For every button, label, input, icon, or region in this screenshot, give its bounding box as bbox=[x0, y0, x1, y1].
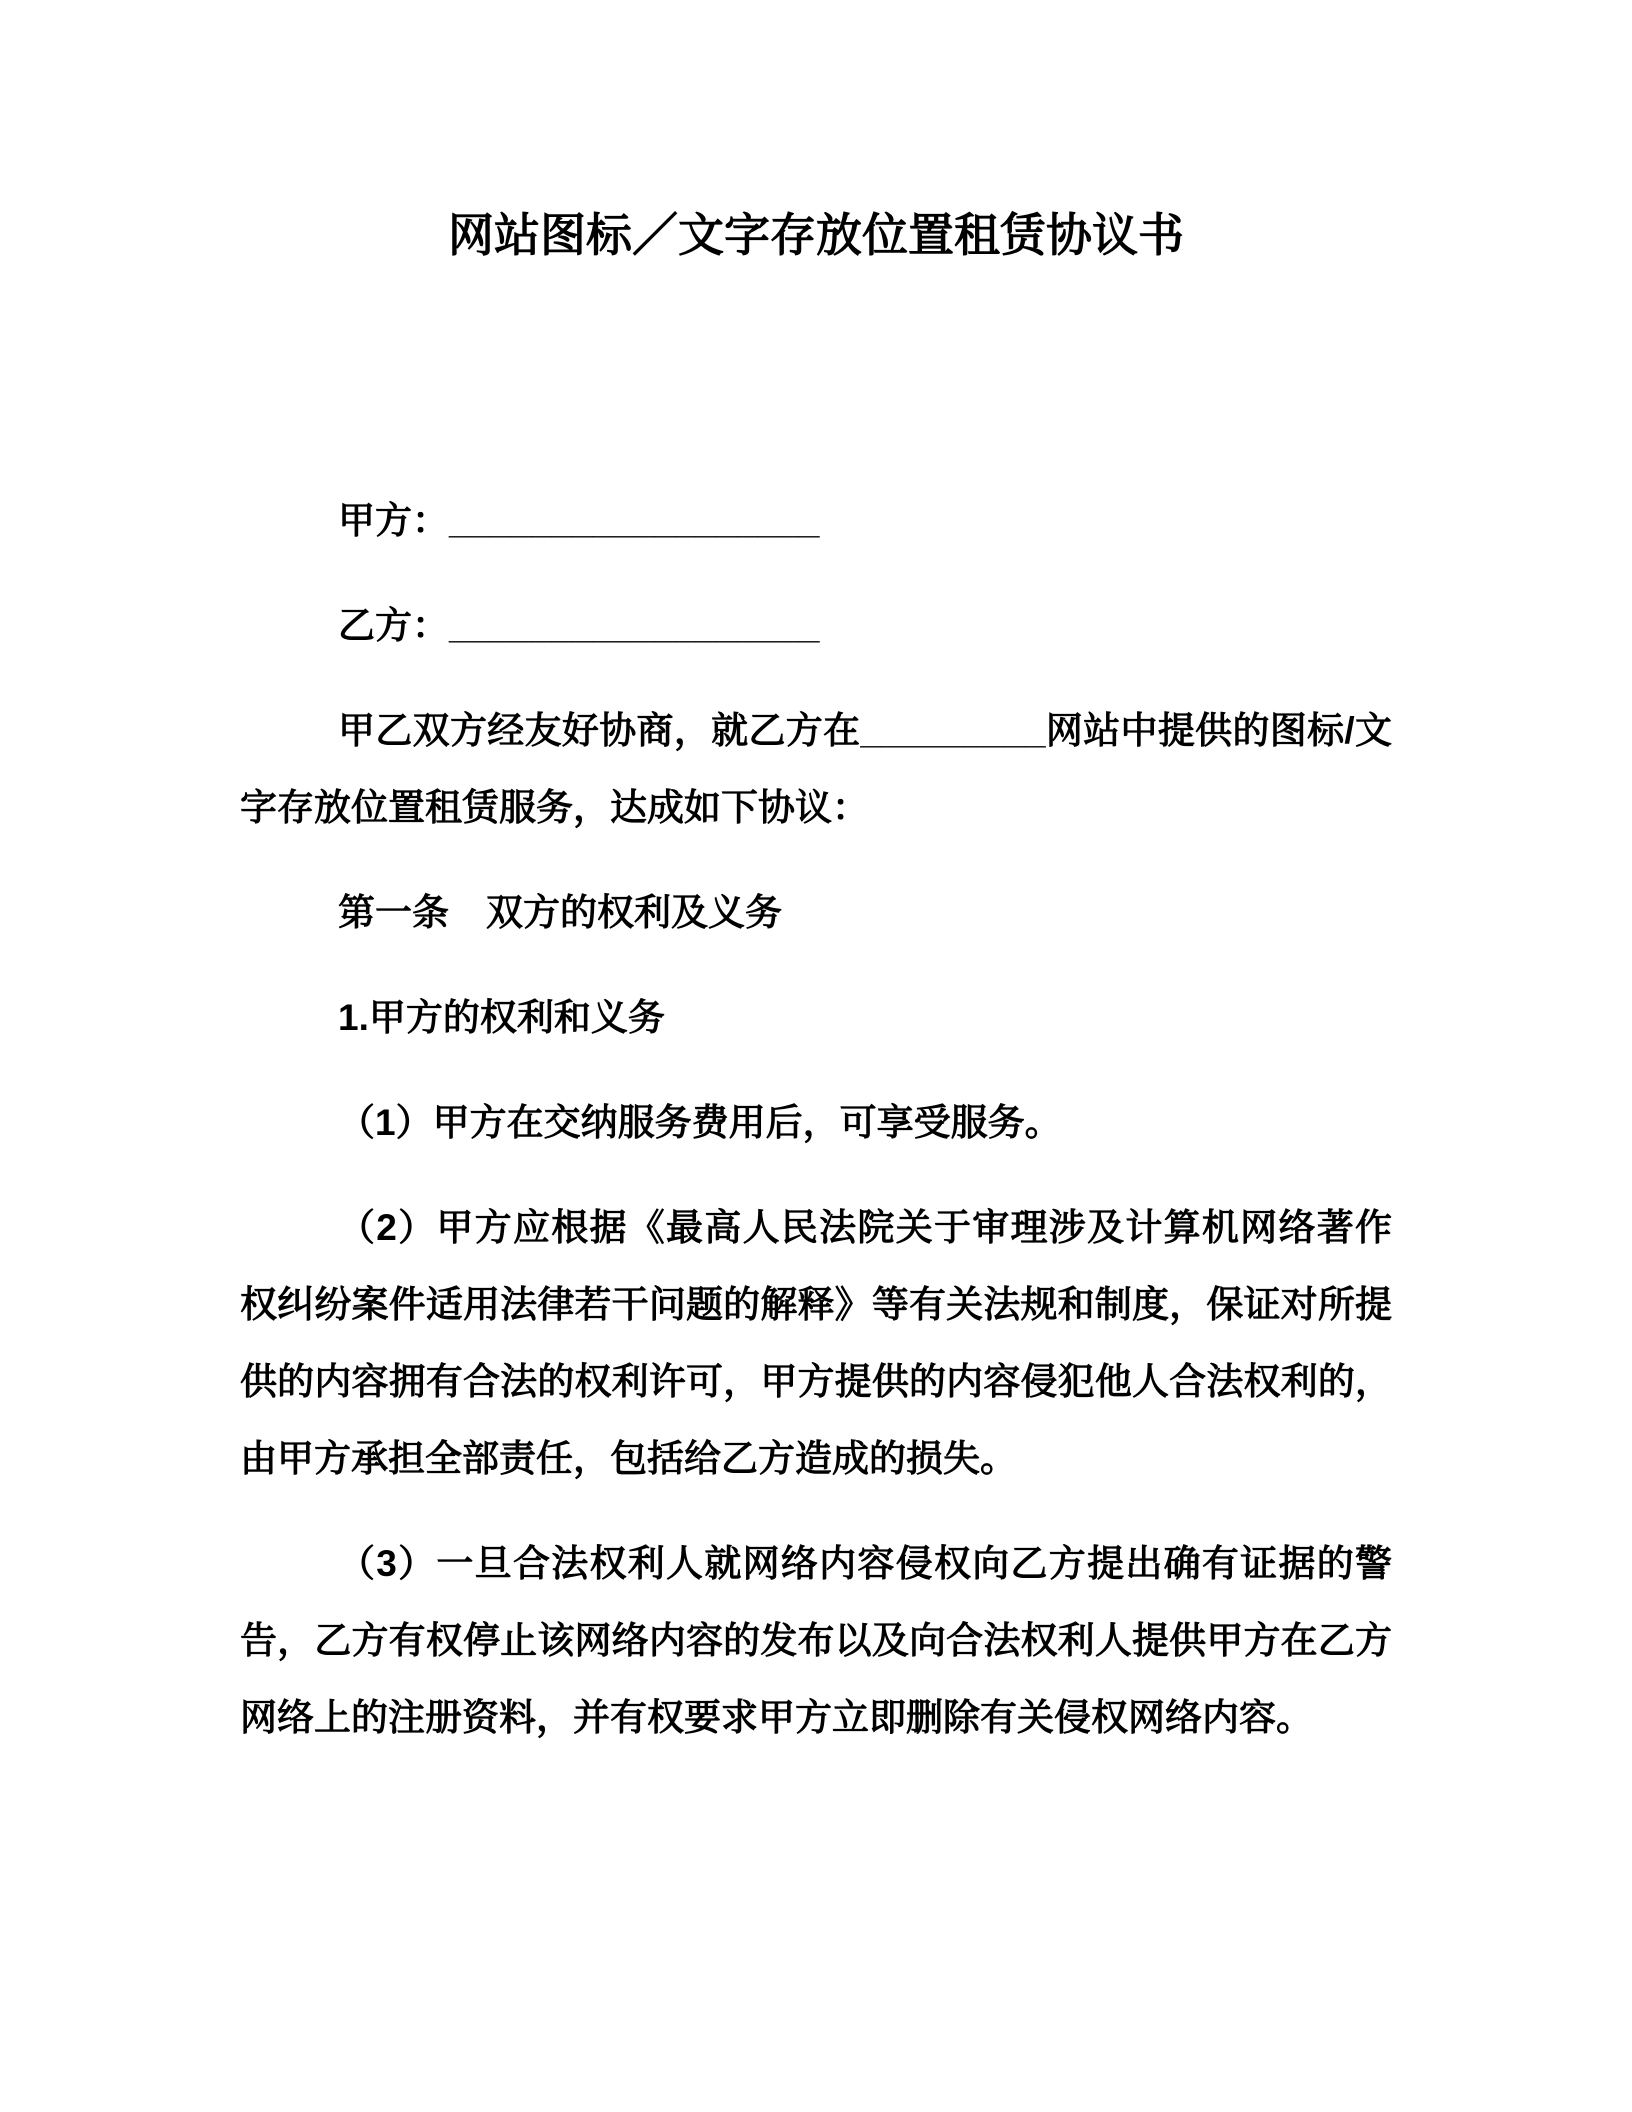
party-b-line bbox=[240, 587, 1392, 664]
intro-text-before-blank: 甲乙双方经友好协商，就乙方在 bbox=[338, 710, 861, 751]
party-b-label: 乙方： bbox=[338, 605, 449, 646]
intro-paragraph bbox=[240, 692, 1392, 846]
party-a-line bbox=[240, 482, 1392, 559]
intro-text-after-blank: 网站中提供的图标/文字存放位置租赁服务，达成如下协议： bbox=[240, 710, 1393, 828]
clause-3-paragraph: （3）一旦合法权利人就网络内容侵权向乙方提出确有证据的警告，乙方有权停止该网络内容的发布以及向合法权利人提供甲方在乙方网络上的注册资料，并有权要求甲方立即删除有关侵权网络内容。 bbox=[240, 1543, 1392, 1738]
intro-blank-underline: _________ bbox=[860, 710, 1046, 751]
party-a-label: 甲方： bbox=[338, 500, 449, 541]
party-a-blank-underline: __________________ bbox=[449, 500, 820, 541]
section-1-subheading: 1.甲方的权利和义务 bbox=[338, 997, 665, 1038]
party-b-blank-underline: __________________ bbox=[449, 605, 820, 646]
clause-2-paragraph: （2）甲方应根据《最高人民法院关于审理涉及计算机网络著作权纠纷案件适用法律若干问题的解释》等有关法规和制度，保证对所提供的内容拥有合法的权利许可，甲方提供的内容侵犯他人合法权利的，由甲方承担全部责任，包括给乙方造成的损失。 bbox=[240, 1207, 1392, 1479]
document-title: 网站图标／文字存放位置租赁协议书 bbox=[448, 209, 1184, 261]
clause-1-paragraph: （1）甲方在交纳服务费用后，可享受服务。 bbox=[338, 1102, 1062, 1143]
article-1-heading: 第一条 双方的权利及义务 bbox=[338, 892, 782, 933]
